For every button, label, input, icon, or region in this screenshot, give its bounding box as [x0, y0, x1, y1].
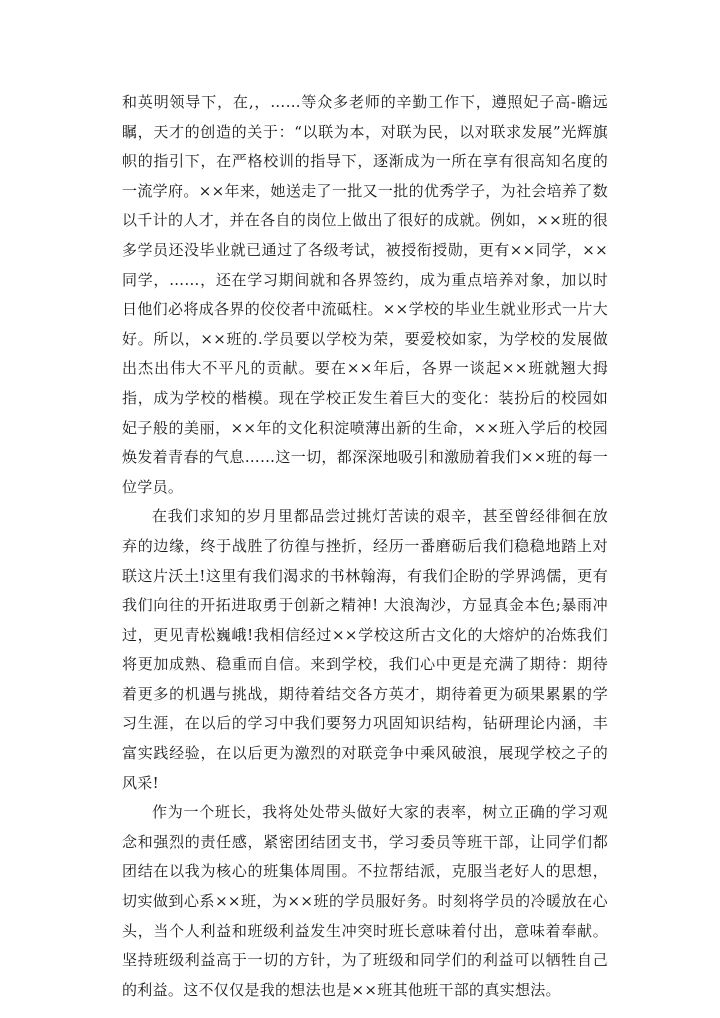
paragraph-3: 作为一个班长，我将处处带头做好大家的表率，树立正确的学习观念和强烈的责任感，紧密团结团支书，学习委员等班干部，让同学们都团结在以我为核心的班集体周围。不拉帮结派，克服当老好人的思想，切实做到心系××班，为××班的学员服好务。时刻将学员的冷暖放在心头，当个人利益和班级利益发生冲突时班长意味着付出，意味着奉献。坚持班级利益高于一切的方针，为了班级和同学们的利益可以牺牲自己的利益。这不仅仅是我的想法也是××班其他班干部的真实想法。 [122, 803, 608, 999]
paragraph-2: 在我们求知的岁月里都品尝过挑灯苦读的艰辛，甚至曾经徘徊在放弃的边缘，终于战胜了彷徨与挫折，经历一番磨砺后我们稳稳地踏上对联这片沃土!这里有我们渴求的书林翰海，有我们企盼的学界鸿儒，更有我们向往的开拓进取勇于创新之精神! 大浪淘沙，方显真金本色;暴雨冲过，更见青松巍峨!我相信经过××学校这所古文化的大熔炉的冶炼我们将更加成熟、稳重而自信。来到学校，我们心中更是充满了期待：期待着更多的机遇与挑战，期待着结交各方英才，期待着更为硕果累累的学习生涯，在以后的学习中我们要努力巩固知识结构，钻研理论内涵，丰富实践经验，在以后更为激烈的对联竞争中乘风破浪，展现学校之子的风采! [122, 507, 608, 792]
document-body [122, 88, 608, 1005]
paragraph-1: 和英明领导下，在,，……等众多老师的辛勤工作下，遵照妃子高-瞻远瞩，天才的创造的关于：“以联为本，对联为民，以对联求发展”光辉旗帜的指引下，在严格校训的指导下，逐渐成为一所在享有很高知名度的一流学府。××年来，她送走了一批又一批的优秀学子，为社会培养了数以千计的人才，并在各自的岗位上做出了很好的成就。例如，××班的很多学员还没毕业就已通过了各级考试，被授衔授勋，更有××同学，××同学，……，还在学习期间就和各界签约，成为重点培养对象，加以时日他们必将成各界的佼佼者中流砥柱。××学校的毕业生就业形式一片大好。所以，××班的.学员要以学校为荣，要爱校如家，为学校的发展做出杰出伟大不平凡的贡献。要在××年后，各界一谈起××班就翘大拇指，成为学校的楷模。现在学校正发生着巨大的变化：装扮后的校园如妃子般的美丽，××年的文化积淀喷薄出新的生命，××班入学后的校园焕发着青春的气息……这一切，都深深地吸引和激励着我们××班的每一位学员。 [122, 93, 608, 496]
